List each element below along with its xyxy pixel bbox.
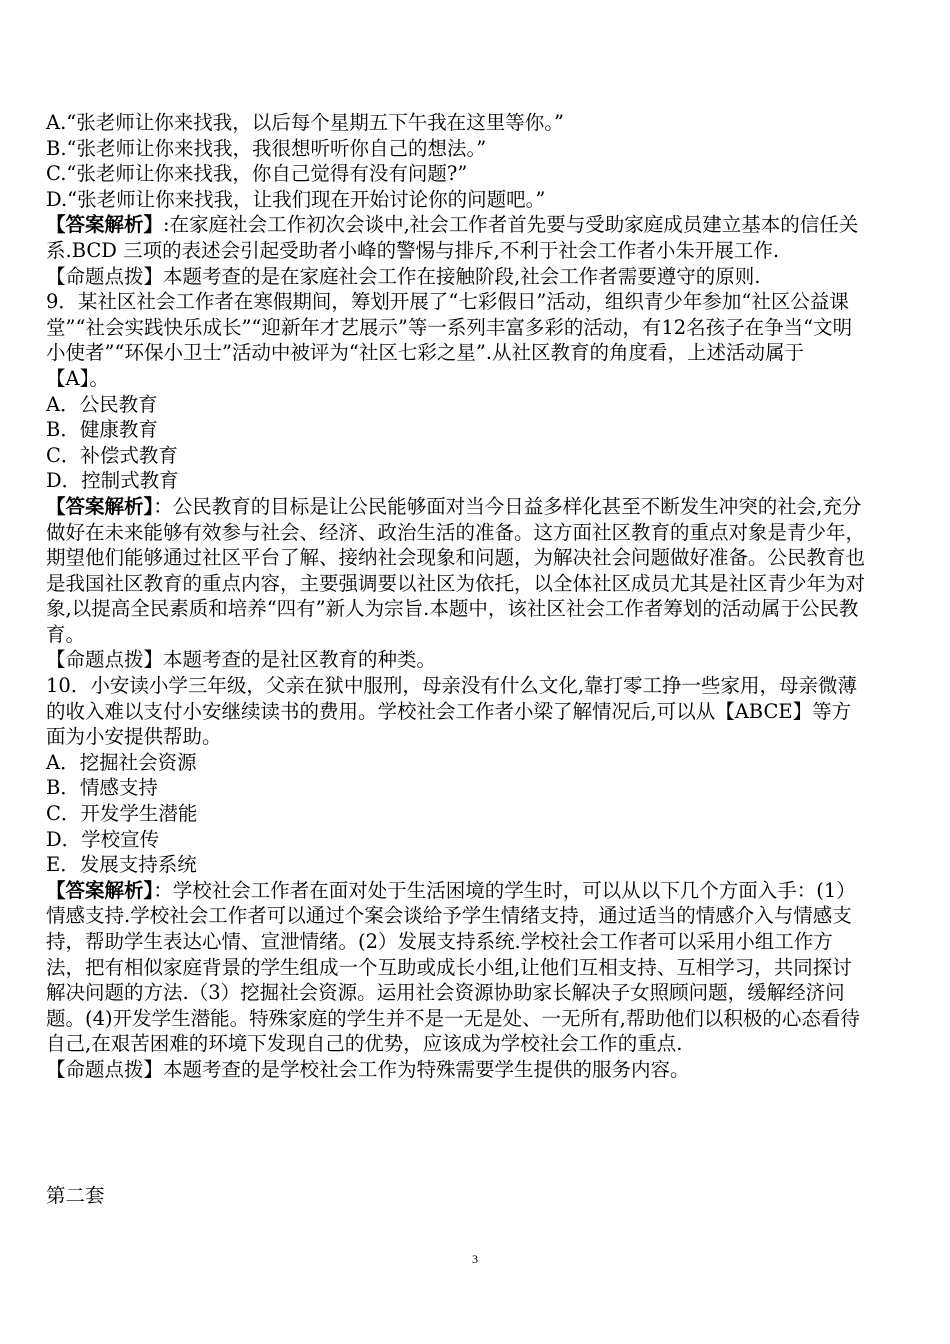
q10-analysis-label: 【答案解析】 xyxy=(46,878,154,902)
q8-tip: 【命题点拨】本题考查的是在家庭社会工作在接触阶段,社会工作者需要遵守的原则. xyxy=(46,264,761,288)
q8-option-d: D.“张老师让你来找我，让我们现在开始讨论你的问题吧。” xyxy=(46,187,546,211)
q8-option-c: C.“张老师让你来找我，你自己觉得有没有问题?” xyxy=(46,162,468,186)
q10-option-c: C．开发学生潜能 xyxy=(46,802,198,826)
q10-option-b: B．情感支持 xyxy=(46,776,158,800)
q9-analysis-text: ：公民教育的目标是让公民能够面对当今日益多样化甚至不断发生冲突的社会,充分做好在未来能够有效参与社会、经济、政治生活的准备。这方面社区教育的重点对象是青少年，期望他们能够通过社区平台了解、接纳社会现象和问题，为解决社会问题做好准备。公民教育也是我国社区教育的重点内容，主要强调要以社区为依托，以全体社区成员尤其是社区青少年为对象,以提高全民素质和培养“四有”新人为宗旨.本题中，该社区社会工作者筹划的活动属于公民教育。 xyxy=(46,494,866,646)
q8-analysis-text: :在家庭社会工作初次会谈中,社会工作者首先要与受助家庭成员建立基本的信任关系.BCD 三项的表述会引起受助者小峰的警惕与排斥,不利于社会工作者小朱开展工作. xyxy=(46,213,859,262)
q8-option-b: B.“张老师让你来找我，我很想听听你自己的想法。” xyxy=(46,136,487,160)
q10-option-e: E．发展支持系统 xyxy=(46,853,197,877)
q9-option-b: B．健康教育 xyxy=(46,418,158,442)
set-title: 第二套 xyxy=(46,1184,105,1207)
q10-analysis-text: ：学校社会工作者在面对处于生活困境的学生时，可以从以下几个方面入手：(1）情感支持.学校社会工作者可以通过个案会谈给予学生情绪支持，通过适当的情感介入与情感支持，帮助学生表达心情、宣泄情绪。(2）发展支持系统.学校社会工作者可以采用小组工作方法，把有相似家庭背景的学生组成一个互助或成长小组,让他们互相支持、互相学习，共同探讨解决问题的方法.（3）挖掘社会资源。运用社会资源协助家长解决子女照顾问题，缓解经济问题。(4)开发学生潜能。特殊家庭的学生并不是一无是处、一无所有,帮助他们以积极的心态看待自己,在艰苦困难的环境下发现自己的优势，应该成为学校社会工作的重点. xyxy=(46,878,860,1056)
q8-option-a: A.“张老师让你来找我，以后每个星期五下午我在这里等你。” xyxy=(46,111,564,134)
page-number: 3 xyxy=(472,1252,478,1266)
q9-stem: 9．某社区社会工作者在寒假期间，筹划开展了“七彩假日”活动，组织青少年参加“社区公益课堂”“社会实践快乐成长”“迎新年才艺展示”等一系列丰富多彩的活动，有12名孩子在争当“文明小使者”“环保小卫士”活动中被评为“社区七彩之星”.从社区教育的角度看，上述活动属于【A】。 xyxy=(46,290,853,390)
q10-option-a: A．挖掘社会资源 xyxy=(46,750,197,774)
q9-option-c: C．补偿式教育 xyxy=(46,443,178,467)
q8-analysis xyxy=(46,212,866,263)
q10-tip: 【命题点拨】本题考查的是学校社会工作为特殊需要学生提供的服务内容。 xyxy=(46,1057,690,1081)
q10-analysis xyxy=(46,878,866,1057)
q8-analysis-label: 【答案解析】 xyxy=(46,213,164,237)
q9-analysis-label: 【答案解析】 xyxy=(46,494,154,518)
q10-stem: 10．小安读小学三年级，父亲在狱中服刑，母亲没有什么文化,靠打零工挣一些家用，母亲微薄的收入难以支付小安继续读书的费用。学校社会工作者小梁了解情况后,可以从【ABCE】等方面为小安提供帮助。 xyxy=(46,674,858,749)
page-content xyxy=(46,110,866,1083)
q9-option-a: A．公民教育 xyxy=(46,392,158,416)
q9-analysis xyxy=(46,494,866,648)
q9-tip: 【命题点拨】本题考查的是社区教育的种类。 xyxy=(46,648,437,672)
q10-option-d: D．学校宣传 xyxy=(46,827,160,851)
q9-option-d: D．控制式教育 xyxy=(46,469,179,493)
